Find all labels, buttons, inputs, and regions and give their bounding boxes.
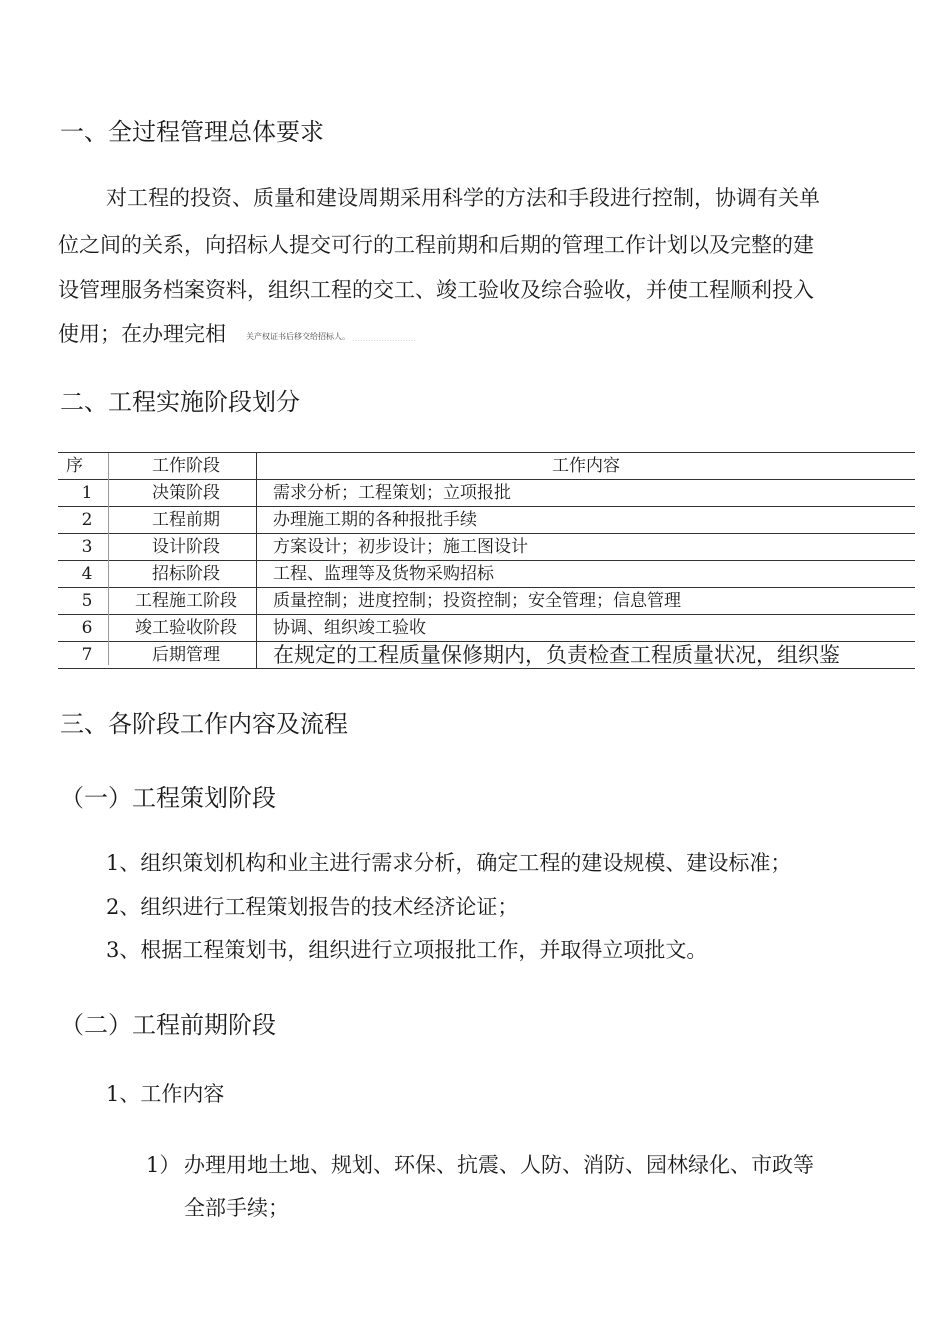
header-no: 序 (58, 453, 116, 480)
row-content: 质量控制；进度控制；投资控制；安全管理；信息管理 (257, 588, 916, 615)
row-content: 方案设计；初步设计；施工图设计 (257, 534, 916, 561)
subsection-2-title: （二）工程前期阶段 (60, 1011, 276, 1039)
row-stage: 竣工验收阶段 (116, 615, 257, 642)
paragraph-line-2: 位之间的关系，向招标人提交可行的工程前期和后期的管理工作计划以及完整的建 (58, 233, 814, 257)
row-content: 办理施工期的各种报批手续 (257, 507, 916, 534)
sub-list-item-line-2: 全部手续； (184, 1196, 289, 1220)
paragraph-line-3: 设管理服务档案资料，组织工程的交工、竣工验收及综合验收，并使工程顺利投入 (58, 278, 814, 302)
list-item: 2、组织进行工程策划报告的技术经济论证； (106, 895, 519, 919)
small-inline-note: 关产权证书后移交给招标人。 (246, 332, 350, 341)
row-stage: 设计阶段 (116, 534, 257, 561)
row-no: 5 (58, 588, 116, 615)
column-divider (108, 453, 109, 665)
table-row (58, 507, 915, 534)
row-content: 需求分析；工程策划；立项报批 (257, 480, 916, 507)
list-item: 3、根据工程策划书，组织进行立项报批工作，并取得立项批文。 (106, 938, 708, 962)
row-no: 7 (58, 642, 116, 669)
section-1-title: 一、全过程管理总体要求 (60, 118, 324, 146)
row-stage: 工程施工阶段 (116, 588, 257, 615)
subsection-1-title: （一）工程策划阶段 (60, 784, 276, 812)
row-no: 2 (58, 507, 116, 534)
table-row (58, 561, 915, 588)
list-item: 1、组织策划机构和业主进行需求分析，确定工程的建设规模、建设标准； (106, 851, 792, 875)
row-no: 6 (58, 615, 116, 642)
header-stage: 工作阶段 (116, 453, 257, 480)
list-item: 1、工作内容 (106, 1082, 225, 1106)
row-stage: 招标阶段 (116, 561, 257, 588)
table-row (58, 615, 915, 642)
table-row (58, 642, 915, 669)
paragraph-line-1: 对工程的投资、质量和建设周期采用科学的方法和手段进行控制，协调有关单 (106, 186, 820, 210)
stage-table (58, 452, 915, 669)
row-stage: 工程前期 (116, 507, 257, 534)
header-content: 工作内容 (257, 453, 916, 480)
faint-inline-note: …………………… (352, 334, 416, 343)
section-2-title: 二、工程实施阶段划分 (60, 388, 300, 416)
table-row (58, 480, 915, 507)
table-row (58, 534, 915, 561)
row-stage: 决策阶段 (116, 480, 257, 507)
row-no: 3 (58, 534, 116, 561)
row-no: 1 (58, 480, 116, 507)
table-row (58, 588, 915, 615)
sub-list-item-line-1: 办理用地土地、规划、环保、抗震、人防、消防、园林绿化、市政等 (184, 1153, 814, 1177)
row-content: 在规定的工程质量保修期内，负责检查工程质量状况，组织鉴 (257, 642, 916, 669)
row-no: 4 (58, 561, 116, 588)
table-header-row (58, 453, 915, 480)
paragraph-line-4: 使用；在办理完相 (58, 322, 226, 346)
row-content: 协调、组织竣工验收 (257, 615, 916, 642)
sub-list-marker: 1） (146, 1153, 181, 1177)
section-3-title: 三、各阶段工作内容及流程 (60, 710, 348, 738)
row-content: 工程、监理等及货物采购招标 (257, 561, 916, 588)
row-stage: 后期管理 (116, 642, 257, 669)
